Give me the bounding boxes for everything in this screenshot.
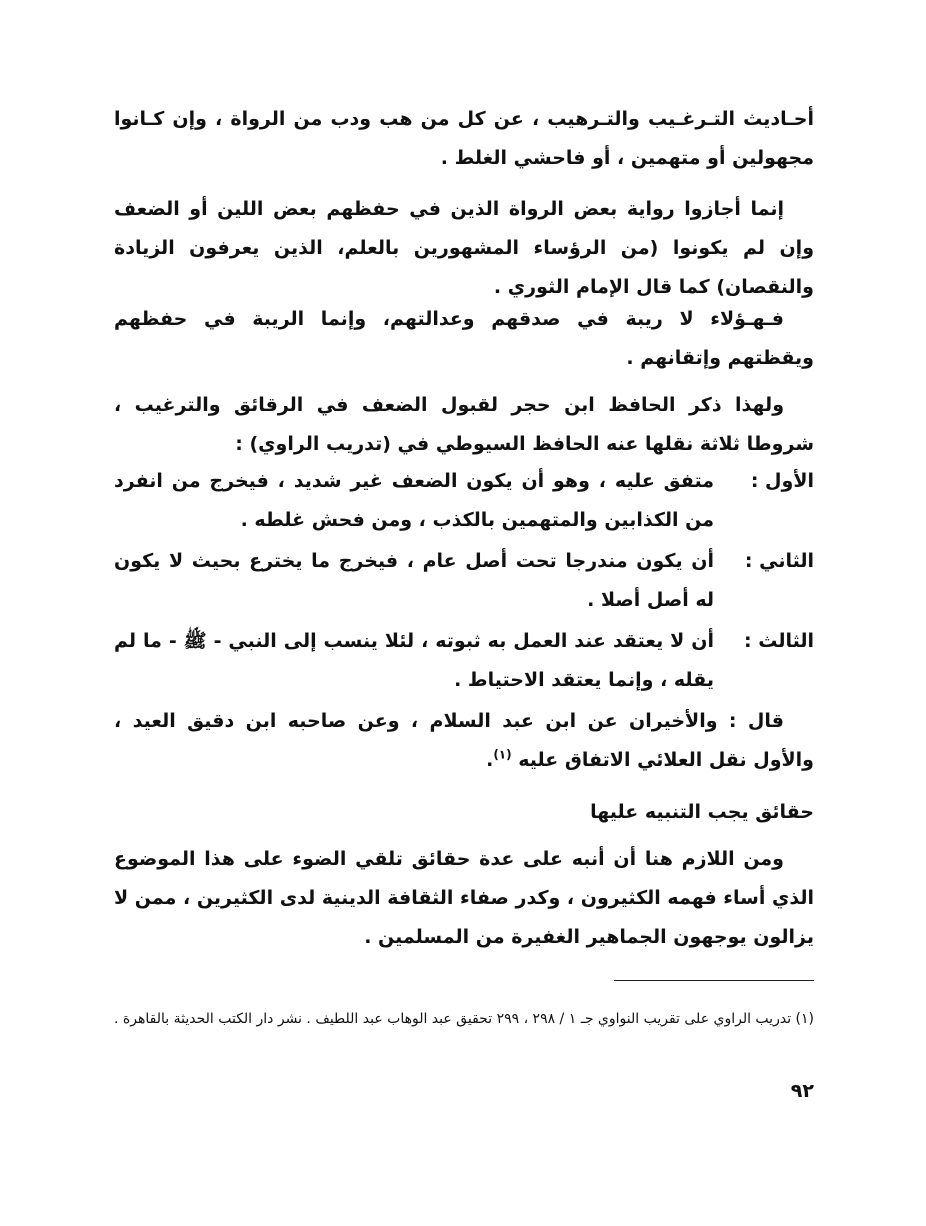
footnote-separator: [614, 980, 814, 981]
condition-first-label: الأول :: [750, 470, 814, 492]
footnote-reference: (١): [493, 747, 512, 762]
condition-third-label: الثالث :: [744, 630, 814, 652]
condition-first-text: متفق عليه ، وهو أن يكون الضعف غير شديد ، فيخرج من انفرد من الكذابين والمتهمين بالكذب ، ومن فحش غلطه .: [114, 470, 714, 531]
paragraph-5-text: قال : والأخيران عن ابن عبد السلام ، وعن صاحبه ابن دقيق العيد ، والأول نقل العلائي الاتفاق عليه: [114, 710, 814, 771]
paragraph-1: أحـاديث التـرغـيب والتـرهيب ، عن كل من هب ودب من الرواة ، وإن كـانوا مجهولين أو متهمين ، أو فاحشي الغلط .: [114, 108, 814, 169]
paragraph-5: [114, 702, 814, 780]
paragraph-4: ولهذا ذكر الحافظ ابن حجر لقبول الضعف في الرقائق والترغيب ، شروطا ثلاثة نقلها عنه الحافظ السيوطي في (تدريب الراوي) :: [114, 394, 814, 455]
condition-second-label: الثاني :: [744, 550, 814, 572]
paragraph-5-end: .: [486, 749, 494, 771]
condition-first: [114, 462, 814, 540]
condition-second: [114, 542, 814, 620]
condition-second-text: أن يكون مندرجا تحت أصل عام ، فيخرج ما يخترع بحيث لا يكون له أصل أصلا .: [114, 550, 714, 611]
condition-third-text: أن لا يعتقد عند العمل به ثبوته ، لئلا ينسب إلى النبي - ﷺ - ما لم يقله ، وإنما يعتقد الاحتياط .: [114, 630, 714, 691]
section-heading: حقائق يجب التنبيه عليها: [590, 801, 814, 823]
footnote: (١) تدريب الراوي على تقريب النواوي جـ ١ / ٢٩٨ ، ٢٩٩ تحقيق عبد الوهاب عبد اللطيف . نشر دار الكتب الحديثة بالقاهرة .: [114, 1011, 814, 1027]
paragraph-6: ومن اللازم هنا أن أنبه على عدة حقائق تلقي الضوء على هذا الموضوع الذي أساء فهمه الكثيرون ، وكدر صفاء الثقافة الدينية لدى الكثيرين ، ممن لا يزالون يوجهون الجماهير الغفيرة من المسلمين .: [114, 848, 814, 948]
condition-third: [114, 622, 814, 700]
paragraph-2: إنما أجازوا رواية بعض الرواة الذين في حفظهم بعض اللين أو الضعف وإن لم يكونوا (من الرؤساء المشهورين بالعلم، الذين يعرفون الزيادة والنقصان) كما قال الإمام الثوري .: [114, 198, 814, 298]
paragraph-3: فـهـؤلاء لا ريبة في صدقهم وعدالتهم، وإنما الريبة في حفظهم ويقظتهم وإتقانهم .: [114, 308, 814, 369]
page-number: ٩٢: [790, 1080, 814, 1102]
